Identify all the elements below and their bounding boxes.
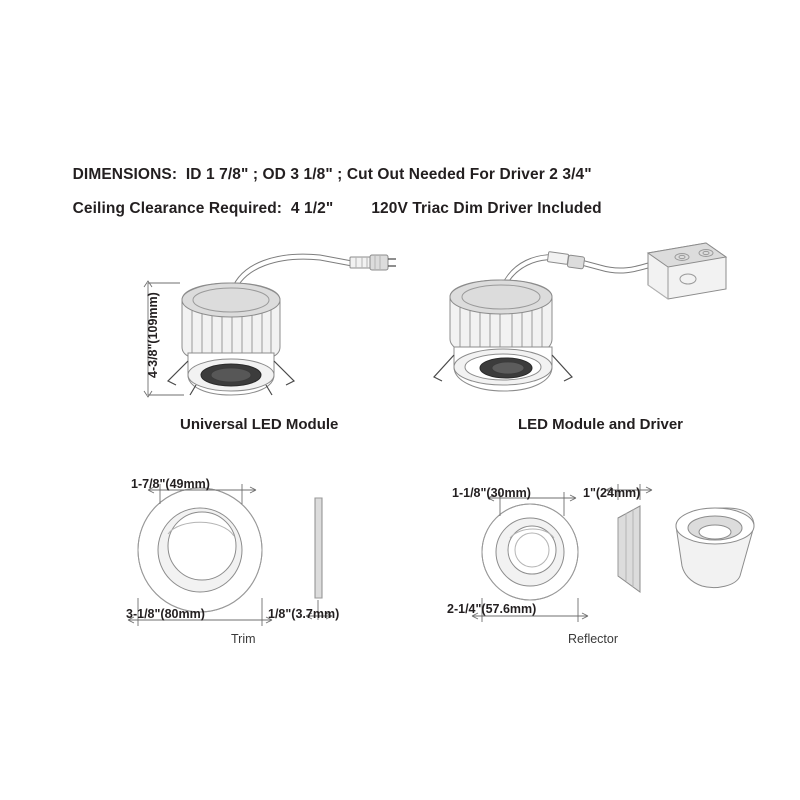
trim-thickness-label: 1/8"(3.7mm) xyxy=(268,607,340,621)
dimensions-spec-text: DIMENSIONS: ID 1 7/8" ; OD 3 1/8" ; Cut Out Needed For Driver 2 3/4" xyxy=(72,166,592,183)
led-module-drawing xyxy=(120,235,420,415)
reflector-depth-label: 1"(24mm) xyxy=(583,486,641,500)
reflector-outer-diameter-label: 2-1/4"(57.6mm) xyxy=(447,602,537,616)
led-module-driver-caption: LED Module and Driver xyxy=(518,416,684,433)
led-module-and-driver-drawing xyxy=(420,235,750,415)
driver-included-text: 120V Triac Dim Driver Included xyxy=(371,200,602,217)
trim-drawing xyxy=(110,480,370,650)
trim-outer-diameter-label: 3-1/8"(80mm) xyxy=(126,607,205,621)
led-module-caption: Universal LED Module xyxy=(180,416,339,433)
clearance-spec-line xyxy=(55,182,602,236)
reflector-inner-diameter-label: 1-1/8"(30mm) xyxy=(452,486,531,500)
reflector-caption: Reflector xyxy=(568,632,619,646)
trim-caption: Trim xyxy=(231,632,256,646)
reflector-drawing xyxy=(440,480,760,650)
module-height-label: 4-3/8"(109mm) xyxy=(146,292,160,378)
ceiling-clearance-text: Ceiling Clearance Required: 4 1/2" xyxy=(72,200,334,217)
trim-inner-diameter-label: 1-7/8"(49mm) xyxy=(131,477,210,491)
